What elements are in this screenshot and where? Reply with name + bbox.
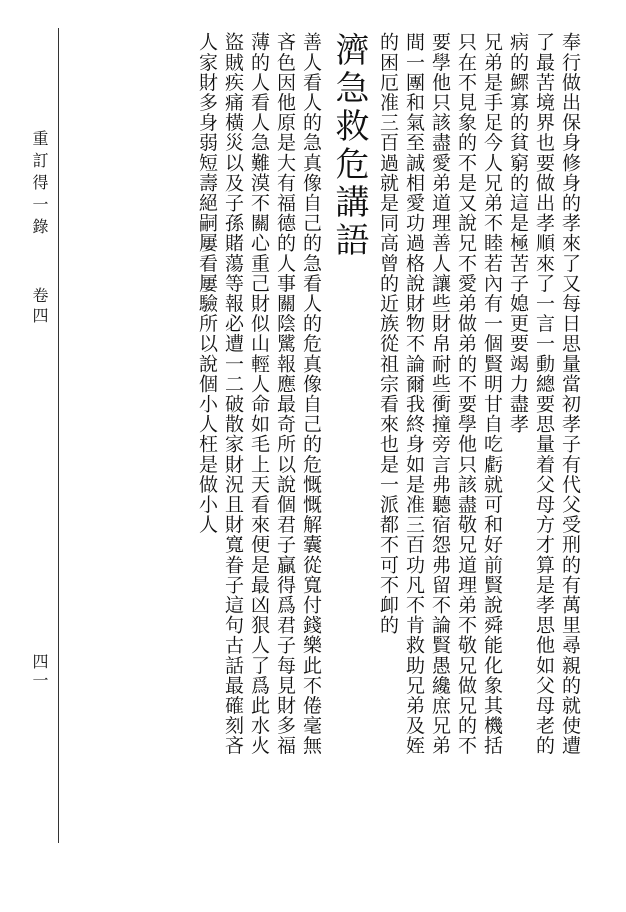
text-column: 了最苦境界也要做出孝順來了一言一動總要思量着父母方才算是孝思他如父母老的 [533,32,555,756]
text-column: 人家財多身弱短壽絕嗣屢看屢驗所以說個小人枉是做小人 [196,32,218,535]
text-column: 的困厄准三百過就是同高曾的近族從祖宗看來也是一派都不可不卹的 [377,32,399,635]
text-column: 薄的人看人急難漠不關心重己財似山輕人命如毛上天看來便是最凶狠人了爲此水火 [248,32,270,756]
text-column: 兄弟是手足今人兄弟不睦若內有一個賢明甘自吃虧就可和好前賢說舜能化象其機括 [481,32,503,756]
text-column: 盜賊疾痛橫災以及子孫賭蕩等報必遭一二破散家財況且財寬眷子這句古話最確刻吝 [222,32,244,756]
book-title: 重訂得一錄 [30,130,49,240]
text-column: 善人看人的急真像自己的急看人的危真像自己的危慨慨解囊從寬付錢樂此不倦毫無 [300,32,322,756]
margin-rule [58,28,59,843]
text-column: 奉行做出保身修身的孝來了又每日思量當初孝子有代父受刑的有萬里尋親的就使遭 [559,32,581,756]
text-column: 要學他只該盡愛弟道理善人讓些財帛耐些衝撞旁言弗聽宿怨弗留不論賢愚纔庶兄弟 [429,32,451,756]
volume-label: 卷四 [30,287,49,327]
text-column: 間一團和氣至誠相愛功過格說財物不論爾我終身如是准三百功凡不肯救助兄弟及姪 [403,32,425,756]
main-text-block [82,32,582,842]
section-title: 濟急救危講語 [329,32,369,260]
text-column: 病的鰥寡的貧窮的這是極苦子媳更要竭力盡孝 [507,32,529,434]
text-column: 吝色因他原是大有福德的人事關陰騭報應最奇所以說個君子贏得爲君子每見財多福 [274,32,296,756]
page-number: 四一 [30,653,49,691]
text-column: 只在不見象的不是又說兄不愛弟做弟的不要學他只該盡敬兄道理弟不敬兄做兄的不 [455,32,477,756]
